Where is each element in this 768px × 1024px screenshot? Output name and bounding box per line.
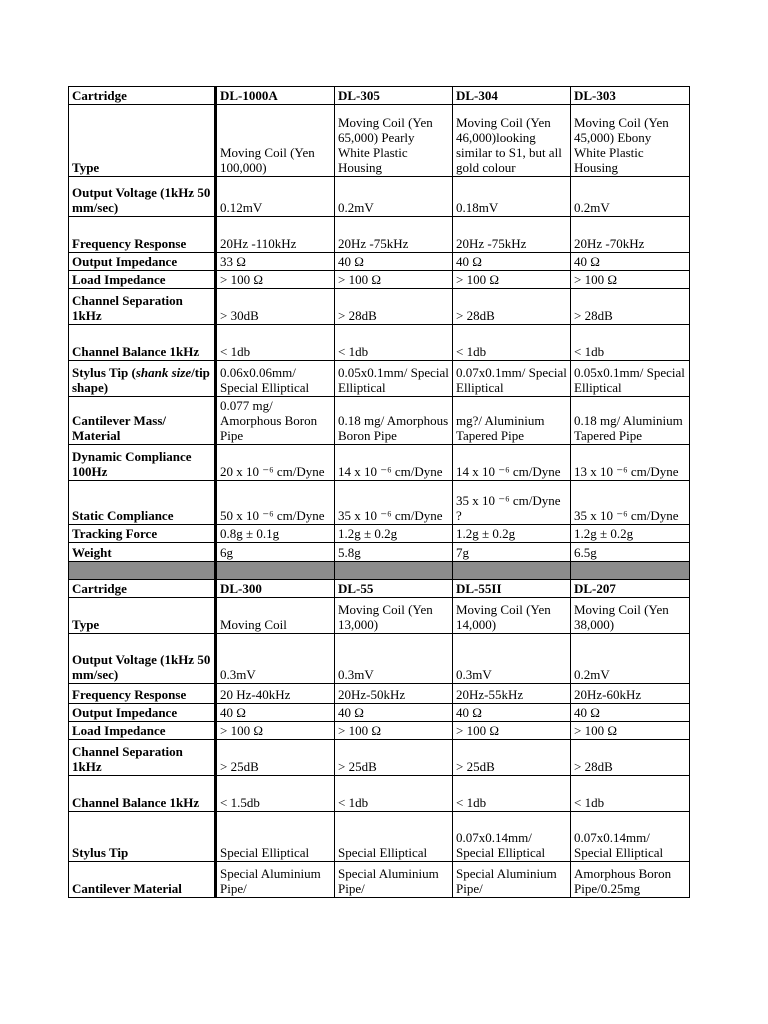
table2-model-header: DL-300	[216, 580, 335, 598]
table1-table-row	[69, 445, 690, 481]
spec-cell: 40 Ω	[335, 253, 453, 271]
table2-table-row	[69, 776, 690, 812]
spec-cell: 0.3mV	[453, 634, 571, 684]
spec-cell: 14 x 10 ⁻⁶ cm/Dyne	[453, 445, 571, 481]
spec-cell: > 25dB	[216, 740, 335, 776]
table2-table-row	[69, 740, 690, 776]
table1-table-row	[69, 525, 690, 543]
row-label: Load Impedance	[69, 722, 216, 740]
row-label: Channel Separation 1kHz	[69, 740, 216, 776]
spec-cell: < 1db	[335, 325, 453, 361]
table1-table-row	[69, 177, 690, 217]
divider-cell	[216, 562, 335, 580]
table2-table-row	[69, 722, 690, 740]
table1-table-row	[69, 543, 690, 562]
table2-model-header: DL-207	[571, 580, 690, 598]
spec-cell: 0.8g ± 0.1g	[216, 525, 335, 543]
spec-cell: < 1db	[335, 776, 453, 812]
spec-cell: 20Hz -70kHz	[571, 217, 690, 253]
spec-cell: Special Elliptical	[216, 812, 335, 862]
table1-model-header: DL-304	[453, 87, 571, 105]
spec-cell: > 30dB	[216, 289, 335, 325]
table1-table-row	[69, 217, 690, 253]
row-label: Channel Separation 1kHz	[69, 289, 216, 325]
table1-table-row	[69, 271, 690, 289]
spec-cell: 0.2mV	[571, 177, 690, 217]
spec-cell: 40 Ω	[571, 704, 690, 722]
spec-cell: 5.8g	[335, 543, 453, 562]
spec-cell: 40 Ω	[453, 704, 571, 722]
table2-table-row	[69, 862, 690, 898]
table1-table-row	[69, 397, 690, 445]
spec-cell: 20Hz-60kHz	[571, 684, 690, 704]
spec-cell: 0.18 mg/ Amorphous Boron Pipe	[335, 397, 453, 445]
spec-cell: 0.07x0.14mm/ Special Elliptical	[453, 812, 571, 862]
spec-cell: 0.07x0.1mm/ Special Elliptical	[453, 361, 571, 397]
spec-cell: 20Hz-50kHz	[335, 684, 453, 704]
row-label: Tracking Force	[69, 525, 216, 543]
spec-cell: 35 x 10 ⁻⁶ cm/Dyne	[571, 481, 690, 525]
spec-cell: Moving Coil (Yen 14,000)	[453, 598, 571, 634]
spec-cell: 0.3mV	[216, 634, 335, 684]
spec-cell: 1.2g ± 0.2g	[335, 525, 453, 543]
row-label: Type	[69, 105, 216, 177]
table2-table-row	[69, 598, 690, 634]
divider-cell	[571, 562, 690, 580]
spec-cell: 6.5g	[571, 543, 690, 562]
row-label-emphasis: shank size	[135, 365, 192, 380]
table1-table-row	[69, 325, 690, 361]
spec-cell: Moving Coil (Yen 65,000) Pearly White Plastic Housing	[335, 105, 453, 177]
spec-cell: < 1db	[571, 325, 690, 361]
spec-cell: > 28dB	[571, 740, 690, 776]
spec-cell: < 1.5db	[216, 776, 335, 812]
spec-cell: 35 x 10 ⁻⁶ cm/Dyne ?	[453, 481, 571, 525]
spec-cell: 40 Ω	[216, 704, 335, 722]
spec-cell: Special Aluminium Pipe/	[216, 862, 335, 898]
spec-cell: 40 Ω	[335, 704, 453, 722]
spec-cell: 40 Ω	[571, 253, 690, 271]
row-label: Weight	[69, 543, 216, 562]
spec-cell: 0.2mV	[571, 634, 690, 684]
spec-cell: 14 x 10 ⁻⁶ cm/Dyne	[335, 445, 453, 481]
spec-cell: 6g	[216, 543, 335, 562]
table2-header-row	[69, 580, 690, 598]
spec-cell: 0.12mV	[216, 177, 335, 217]
divider-cell	[453, 562, 571, 580]
divider-cell	[69, 562, 216, 580]
spec-cell: 20 x 10 ⁻⁶ cm/Dyne	[216, 445, 335, 481]
spec-cell: 0.06x0.06mm/ Special Elliptical	[216, 361, 335, 397]
row-label: Static Compliance	[69, 481, 216, 525]
table2-table-row	[69, 684, 690, 704]
table1-model-header: DL-305	[335, 87, 453, 105]
spec-cell: 33 Ω	[216, 253, 335, 271]
spec-cell: Moving Coil	[216, 598, 335, 634]
spec-cell: > 25dB	[453, 740, 571, 776]
spec-cell: < 1db	[453, 776, 571, 812]
spec-cell: 7g	[453, 543, 571, 562]
spec-table	[68, 86, 690, 898]
spec-cell: 0.07x0.14mm/ Special Elliptical	[571, 812, 690, 862]
row-label: Channel Balance 1kHz	[69, 776, 216, 812]
spec-cell: 20Hz-55kHz	[453, 684, 571, 704]
row-label: Output Impedance	[69, 253, 216, 271]
spec-cell: 0.05x0.1mm/ Special Elliptical	[335, 361, 453, 397]
table2-model-header: DL-55II	[453, 580, 571, 598]
spec-cell: > 28dB	[335, 289, 453, 325]
spec-cell: Special Aluminium Pipe/	[335, 862, 453, 898]
spec-cell: 20Hz -110kHz	[216, 217, 335, 253]
spec-cell: > 100 Ω	[335, 271, 453, 289]
spec-cell: > 100 Ω	[571, 722, 690, 740]
table1-model-header: DL-303	[571, 87, 690, 105]
spec-cell: 0.18mV	[453, 177, 571, 217]
row-label: Load Impedance	[69, 271, 216, 289]
spec-cell: > 100 Ω	[216, 722, 335, 740]
spec-cell: mg?/ Aluminium Tapered Pipe	[453, 397, 571, 445]
spec-cell: Moving Coil (Yen 45,000) Ebony White Plastic Housing	[571, 105, 690, 177]
spec-cell: > 100 Ω	[216, 271, 335, 289]
spec-cell: > 25dB	[335, 740, 453, 776]
spec-cell: > 100 Ω	[453, 722, 571, 740]
row-label: Channel Balance 1kHz	[69, 325, 216, 361]
table1-table-row	[69, 105, 690, 177]
spec-cell: 0.05x0.1mm/ Special Elliptical	[571, 361, 690, 397]
spec-cell: Special Elliptical	[335, 812, 453, 862]
row-label: Cantilever Material	[69, 862, 216, 898]
spec-cell: > 100 Ω	[571, 271, 690, 289]
spec-table-body	[69, 87, 690, 898]
row-label: Output Impedance	[69, 704, 216, 722]
table1-table-row	[69, 481, 690, 525]
table1-header-row	[69, 87, 690, 105]
spec-cell: 1.2g ± 0.2g	[453, 525, 571, 543]
spec-cell: 0.2mV	[335, 177, 453, 217]
spec-cell: < 1db	[216, 325, 335, 361]
spec-cell: 50 x 10 ⁻⁶ cm/Dyne	[216, 481, 335, 525]
table2-model-header: DL-55	[335, 580, 453, 598]
row-label: Frequency Response	[69, 217, 216, 253]
section-divider	[69, 562, 690, 580]
spec-cell: 35 x 10 ⁻⁶ cm/Dyne	[335, 481, 453, 525]
table2-table-row	[69, 634, 690, 684]
spec-cell: Moving Coil (Yen 38,000)	[571, 598, 690, 634]
table1-model-header: DL-1000A	[216, 87, 335, 105]
spec-cell: 40 Ω	[453, 253, 571, 271]
row-label	[69, 361, 216, 397]
table1-table-row	[69, 289, 690, 325]
table1-table-row	[69, 361, 690, 397]
row-label: Dynamic Compliance 100Hz	[69, 445, 216, 481]
spec-cell: 20 Hz-40kHz	[216, 684, 335, 704]
spec-cell: 13 x 10 ⁻⁶ cm/Dyne	[571, 445, 690, 481]
spec-cell: > 28dB	[453, 289, 571, 325]
spec-cell: 20Hz -75kHz	[335, 217, 453, 253]
table2-header-label: Cartridge	[69, 580, 216, 598]
row-label: Cantilever Mass/ Material	[69, 397, 216, 445]
row-label-part: /tip shape)	[72, 365, 210, 395]
spec-cell: 0.077 mg/ Amorphous Boron Pipe	[216, 397, 335, 445]
row-label: Output Voltage (1kHz 50 mm/sec)	[69, 634, 216, 684]
spec-cell: > 100 Ω	[335, 722, 453, 740]
spec-cell: Moving Coil (Yen 46,000)looking similar to S1, but all gold colour	[453, 105, 571, 177]
spec-cell: 0.3mV	[335, 634, 453, 684]
spec-cell: < 1db	[571, 776, 690, 812]
row-label: Type	[69, 598, 216, 634]
spec-cell: Amorphous Boron Pipe/0.25mg	[571, 862, 690, 898]
divider-cell	[335, 562, 453, 580]
spec-cell: Special Aluminium Pipe/	[453, 862, 571, 898]
spec-cell: Moving Coil (Yen 100,000)	[216, 105, 335, 177]
table2-table-row	[69, 704, 690, 722]
spec-cell: 0.18 mg/ Aluminium Tapered Pipe	[571, 397, 690, 445]
row-label-part: Stylus Tip (	[72, 365, 136, 380]
row-label: Output Voltage (1kHz 50 mm/sec)	[69, 177, 216, 217]
table1-header-label: Cartridge	[69, 87, 216, 105]
spec-cell: > 100 Ω	[453, 271, 571, 289]
row-label: Frequency Response	[69, 684, 216, 704]
row-label: Stylus Tip	[69, 812, 216, 862]
spec-cell: < 1db	[453, 325, 571, 361]
spec-cell: Moving Coil (Yen 13,000)	[335, 598, 453, 634]
spec-cell: 1.2g ± 0.2g	[571, 525, 690, 543]
table2-table-row	[69, 812, 690, 862]
table1-table-row	[69, 253, 690, 271]
spec-cell: 20Hz -75kHz	[453, 217, 571, 253]
spec-cell: > 28dB	[571, 289, 690, 325]
